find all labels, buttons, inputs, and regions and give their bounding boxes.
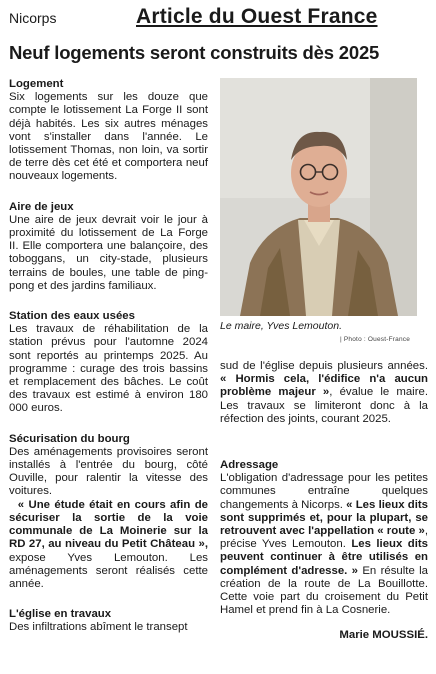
section-text-eglise-cont: sud de l'église depuis plusieurs années. « Hormis cela, l'édifice n'a aucun problème majeur », évalue le maire. Les travaux se limiteront donc à la réfection des joints, courant 2025.	[220, 360, 428, 425]
section-text-bourg: Des aménagements provisoires seront installés à l'entrée du bourg, côté Ouville, pour ralentir la vitesse des voitures. « Une étude était en cours afin de sécuriser la sortie de la voie communale de La Moinerie sur la RD 27, au niveau du Petit Château », expose Yves Lemouton. Les aménagements seront réalisés cette année.	[9, 445, 208, 590]
article-headline: Neuf logements seront construits dès 2025	[9, 42, 380, 63]
section-title-adressage: Adressage	[220, 459, 279, 471]
mayor-photo	[220, 78, 417, 316]
photo-credit: | Photo : Ouest-France	[340, 336, 411, 343]
left-column	[9, 78, 208, 643]
section-text-eglise: Des infiltrations abîment le transept	[9, 621, 188, 634]
section-title-bourg: Sécurisation du bourg	[9, 432, 130, 445]
section-text-jeux: Une aire de jeux devrait voir le jour à proximité du lotissement de La Forge II. Elle comportera une balançoire, des toboggans, un city-stade, plusieurs terrains de boules, une table de ping-pong et des jardins familiaux.	[9, 213, 208, 292]
quote-eglise: « Hormis cela, l'édifice n'a aucun problème majeur »	[220, 373, 428, 399]
section-text-adressage: L'obligation d'adressage pour les petites communes entraîne quelques changements à Nicorps. « Les lieux dits sont supprimés et, pour la plupart, se retrouvent avec l'appellation « route », précise Yves Lemouton. Les lieux dits peuvent continuer à être utilisés en complément d'adresse. » En résulte la création de la route de La Bouillotte. Cette voie part du croisement du Petit Hamel et prend fin à La Cosnerie.	[220, 472, 429, 617]
quote-adressage-2: Les lieux dits peuvent continuer à être utilisés en complément d'adresse. »	[220, 538, 428, 577]
quote-bourg: « Une étude était en cours afin de sécuriser la sortie de la voie communale de La Moinerie sur la RD 27, au niveau du Petit Château »,	[9, 498, 208, 551]
source-heading: Article du Ouest France	[136, 5, 378, 28]
section-title-logement: Logement	[9, 78, 64, 90]
section-text-station: Les travaux de réhabilitation de la station prévus pour l'automne 2024 sont reportés au printemps 2025. Au programme : curage des trois bassins et remplacement des bâches. Le coût des travaux est estimé à environ 180 000 euros.	[9, 323, 208, 415]
right-column-adressage	[220, 459, 428, 653]
section-title-station: Station des eaux usées	[9, 310, 135, 323]
town-name: Nicorps	[9, 10, 57, 26]
section-title-eglise: L'église en travaux	[9, 608, 112, 621]
section-title-jeux: Aire de jeux	[9, 200, 74, 213]
section-text-logement: Six logements sur les douze que compte le lotissement La Forge II sont déjà habités. Les six autres ménages vont s'installer dans l'année. Le lotissement Thomas, non loin, va sortir de terre dès cet été et comportera neuf nouveaux logements.	[9, 91, 208, 183]
photo-caption: Le maire, Yves Lemouton.	[220, 320, 342, 332]
author-signature: Marie MOUSSIÉ.	[339, 628, 428, 641]
quote-adressage-1: « Les lieux dits sont supprimés et, pour la plupart, se retrouvent avec l'appellation « route »	[220, 498, 429, 538]
right-column-eglise	[220, 360, 428, 434]
